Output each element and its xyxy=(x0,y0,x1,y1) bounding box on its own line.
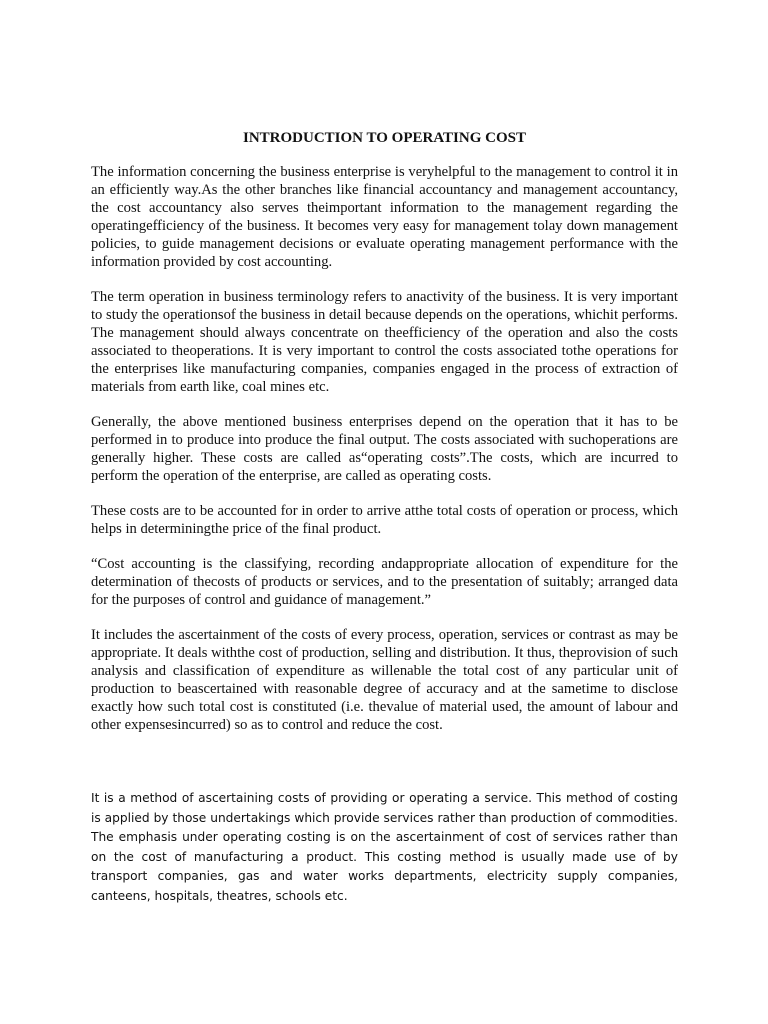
paragraph-definition-quote: “Cost accounting is the classifying, recording andappropriate allocation of expenditure for the determination of thecosts of products or services, and to the presentation of suitably; arranged data for the purposes of control and guidance of management.” xyxy=(91,556,678,608)
paragraph-accounting-costs: These costs are to be accounted for in order to arrive atthe total costs of operation or process, which helps in determiningthe price of the final product. xyxy=(91,503,678,537)
document-body xyxy=(91,129,678,751)
paragraph-introduction: The information concerning the business enterprise is veryhelpful to the management to control it in an efficiently way.As the other branches like financial accountancy and management accountancy, the cost accountancy also serves theimportant information to the management regarding the operatingefficiency of the business. It becomes very easy for management tolay down management policies, to guide management decisions or evaluate operating management performance with the information provided by cost accounting. xyxy=(91,164,678,270)
paragraph-operating-costs: Generally, the above mentioned business enterprises depend on the operation that it has to be performed in to produce into produce the final output. The costs associated with suchoperations are generally higher. These costs are called as“operating costs”.The costs, which are incurred to perform the operation of the enterprise, are called as operating costs. xyxy=(91,414,678,484)
paragraph-ascertainment: It includes the ascertainment of the costs of every process, operation, services or contrast as may be appropriate. It deals withthe cost of production, selling and distribution. It thus, theprovision of such analysis and classification of expenditure as willenable the total cost of any particular unit of production to beascertained with reasonable degree of accuracy and at the sametime to disclose exactly how such total cost is constituted (i.e. thevalue of material used, the amount of labour and other expensesincurred) so as to control and reduce the cost. xyxy=(91,627,678,733)
paragraph-operation-term: The term operation in business terminology refers to anactivity of the business. It is very important to study the operationsof the business in detail because depends on the operations, whichit performs. The management should always concentrate on theefficiency of the operation and also the costs associated to theoperations. It is very important to control the costs associated tothe operations for the enterprises like manufacturing companies, companies engaged in the process of extraction of materials from earth like, coal mines etc. xyxy=(91,289,678,395)
page-title: INTRODUCTION TO OPERATING COST xyxy=(243,130,526,146)
paragraph-method: It is a method of ascertaining costs of providing or operating a service. This method of costing is applied by those undertakings which provide services rather than production of commodities. The emphasis under operating costing is on the ascertainment of cost of services rather than on the cost of manufacturing a product. This costing method is usually made use of by transport companies, gas and water works departments, electricity supply companies, canteens, hospitals, theatres, schools etc. xyxy=(91,791,678,903)
